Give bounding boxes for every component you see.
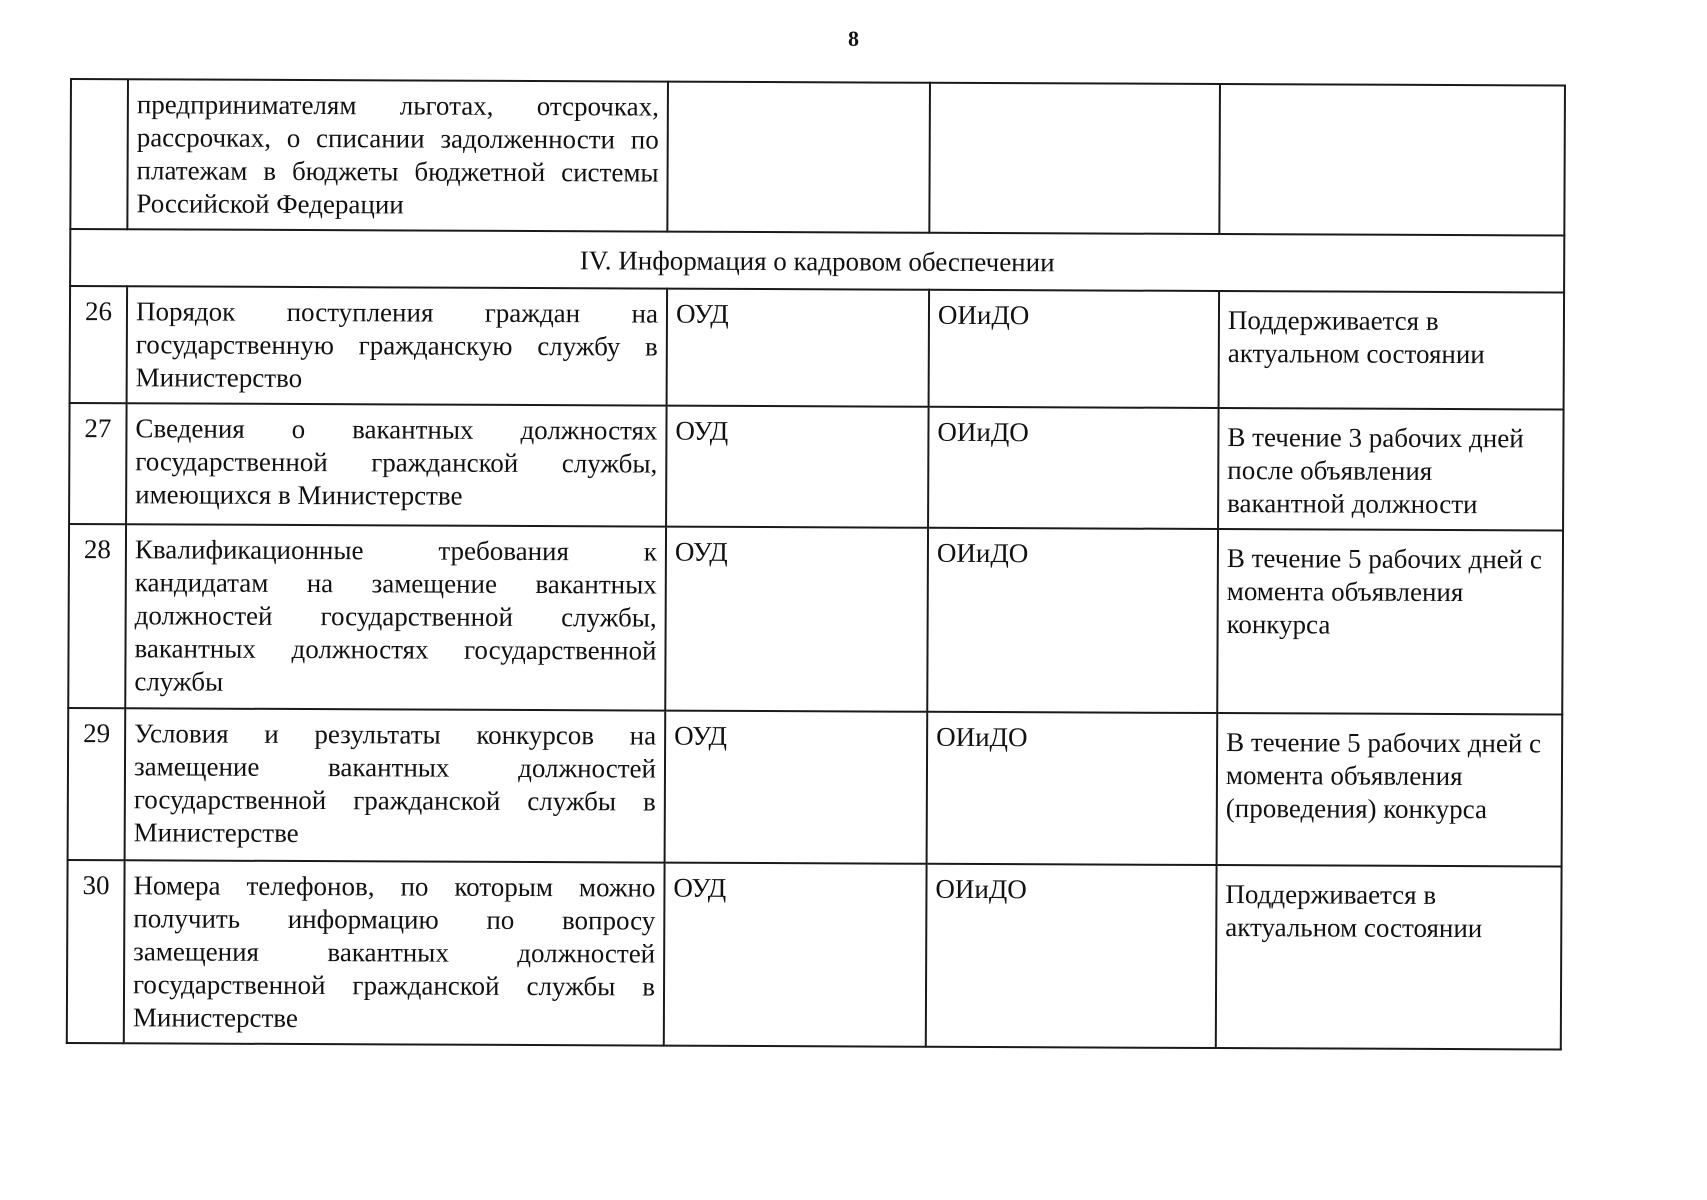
row-responsible-cell xyxy=(667,82,930,233)
table-row xyxy=(70,286,1564,410)
row-provider: ОИиДО xyxy=(927,528,1218,713)
table-row xyxy=(68,524,1563,715)
row-provider: ОИиДО xyxy=(929,290,1220,408)
row-term: В течение 3 рабочих дней после объявления вакантной должности xyxy=(1218,408,1564,531)
row-name: Условия и результаты конкурсов на замещение вакантных должностей государственной гражданской службы в Министерстве xyxy=(125,708,666,862)
row-provider: ОИиДО xyxy=(928,407,1219,529)
page-number: 8 xyxy=(848,26,859,51)
row-responsible: ОУД xyxy=(665,711,928,864)
row-number: 29 xyxy=(68,708,126,860)
row-name: Номера телефонов, по которым можно получить информацию по вопросу замещения вакантных должностей государственной гражданской службы в Министерстве xyxy=(124,860,665,1045)
row-number: 27 xyxy=(69,403,127,524)
table-row xyxy=(69,403,1564,531)
row-provider-cell xyxy=(929,83,1220,234)
row-term: Поддерживается в актуальном состоянии xyxy=(1219,291,1565,410)
row-provider: ОИиДО xyxy=(926,864,1217,1048)
table-row xyxy=(67,860,1562,1050)
row-responsible: ОУД xyxy=(665,527,928,712)
row-number: 30 xyxy=(67,860,125,1043)
row-term-cell xyxy=(1219,84,1565,236)
row-responsible: ОУД xyxy=(666,406,929,528)
row-number: 26 xyxy=(70,286,128,403)
row-term: В течение 5 рабочих дней с момента объявления конкурса xyxy=(1217,529,1563,715)
table-row-continuation xyxy=(70,79,1565,236)
row-provider: ОИиДО xyxy=(927,712,1218,865)
row-term: Поддерживается в актуальном состоянии xyxy=(1216,865,1562,1050)
table-row xyxy=(68,708,1563,867)
row-name: Сведения о вакантных должностях государственной гражданской службы, имеющихся в Министерстве xyxy=(126,403,667,526)
row-name: Квалификационные требования к кандидатам на замещение вакантных должностей государственной службы, вакантных должностях государственной службы xyxy=(125,524,666,710)
section-header-row xyxy=(70,229,1564,293)
row-responsible: ОУД xyxy=(664,863,927,1047)
row-number: 28 xyxy=(68,524,126,708)
row-name-cell: предпринимателям льготах, отсрочках, рассрочках, о списании задолженности по платежам в бюджеты бюджетной системы Российской Федерации xyxy=(127,79,668,231)
info-table xyxy=(66,78,1566,1051)
row-responsible: ОУД xyxy=(667,289,930,407)
row-term: В течение 5 рабочих дней с момента объявления (проведения) конкурса xyxy=(1217,713,1563,867)
section-title: IV. Информация о кадровом обеспечении xyxy=(70,229,1564,293)
row-name: Порядок поступления граждан на государственную гражданскую службу в Министерство xyxy=(127,286,668,405)
row-number-cell xyxy=(70,79,128,229)
